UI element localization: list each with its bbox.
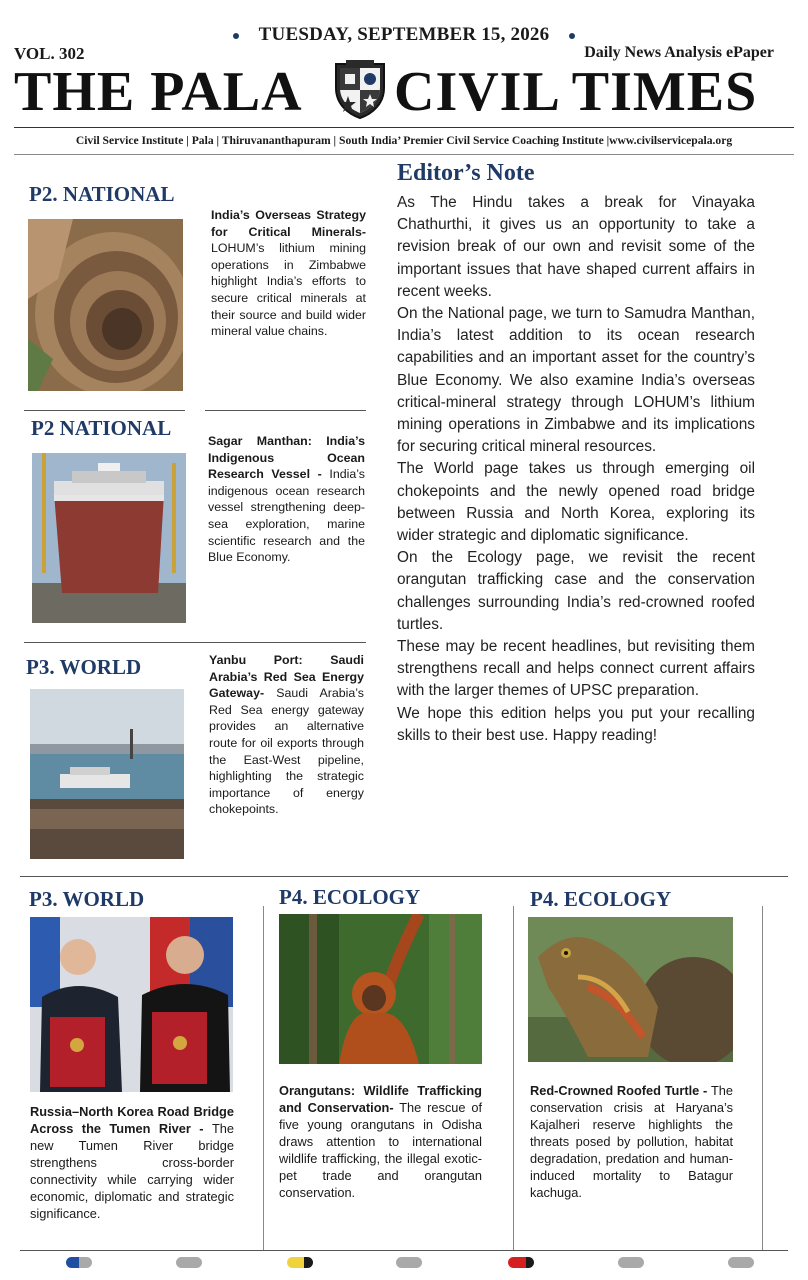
body-samudra: India’s indigenous ocean research vessel strengthening deep-sea exploration, marine scientific research and the Blue Economy.: [208, 467, 365, 565]
masthead-date: [0, 24, 808, 46]
section-head-world-2: P3. WORLD: [29, 887, 145, 911]
article-minerals: [211, 207, 366, 340]
divider: [20, 1250, 788, 1251]
vessel-photo: [32, 453, 186, 623]
article-samudra: [208, 433, 365, 566]
masthead-title-right: CIVIL TIMES: [394, 61, 758, 123]
institute-rule: [14, 154, 794, 155]
edition-label: Daily News Analysis ePaper: [584, 44, 774, 61]
volume-label: VOL. 302: [14, 44, 85, 63]
article-orangutan: [279, 1082, 482, 1201]
page-dot: [618, 1257, 644, 1268]
section-head-ecology-2: P4. ECOLOGY: [530, 887, 672, 911]
page-dot: [66, 1257, 92, 1268]
leaders-photo: [30, 917, 233, 1092]
section-head-world-1: P3. WORLD: [26, 655, 142, 679]
divider: [205, 410, 366, 411]
turtle-photo: [528, 917, 733, 1062]
column-divider: [513, 906, 514, 1250]
editor-note-body: [397, 192, 755, 747]
body-yanbu: Saudi Arabia’s Red Sea energy gateway provides an alternative route for oil exports through the East-West pipeline, highlighting the strategic importance of energy chokepoints.: [209, 686, 364, 817]
crest-icon: [330, 58, 390, 120]
article-russia: [30, 1103, 234, 1222]
section-head-national-2: P2 NATIONAL: [31, 416, 172, 440]
page-dot: [287, 1257, 313, 1268]
date-text: TUESDAY, SEPTEMBER 15, 2026: [258, 24, 550, 45]
editor-note-title: Editor’s Note: [397, 160, 535, 186]
article-yanbu: [209, 652, 364, 818]
editor-paragraph: On the Ecology page, we revisit the recent orangutan trafficking case and the conservation challenges surrounding India’s red-crowned roofed turtles.: [397, 549, 755, 633]
body-turtle: The conservation crisis at Haryana’s Kajalheri reserve highlights the threats posed by pollution, habitat degradation, predation and human-induced mortality to Batagur kachuga.: [530, 1083, 733, 1200]
divider: [24, 642, 366, 643]
article-turtle: [530, 1082, 733, 1201]
section-head-national-1: P2. NATIONAL: [29, 182, 175, 206]
port-photo: [30, 689, 184, 859]
headline-samudra: Sagar Manthan: India’s Indigenous Ocean Research Vessel -: [208, 434, 365, 482]
bullet-dot-icon: [569, 33, 575, 39]
headline-minerals: India’s Overseas Strategy for Critical Minerals-: [211, 208, 366, 239]
page-dot: [396, 1257, 422, 1268]
headline-yanbu: Yanbu Port: Saudi Arabia’s Red Sea Energy Gateway-: [209, 653, 364, 701]
headline-orangutan: Orangutans: Wildlife Trafficking and Conservation-: [279, 1083, 482, 1115]
column-divider: [762, 906, 763, 1250]
editor-paragraph: As The Hindu takes a break for Vinayaka Chathurthi, it gives us an opportunity to take a revision break of our own and revisit some of the important issues that have shaped current affairs in recent weeks.: [397, 194, 755, 300]
institute-line: Civil Service Institute | Pala | Thiruvananthapuram | South India’ Premier Civil Service Coaching Institute |www.civilservicepala.org: [75, 134, 733, 147]
divider: [20, 876, 788, 877]
body-orangutan: The rescue of five young orangutans in Odisha draws attention to international wildlife trafficking, the illegal exotic-pet trade and orangutan conservation.: [279, 1100, 483, 1200]
headline-russia: Russia–North Korea Road Bridge Across the Tumen River -: [30, 1104, 234, 1136]
orangutan-photo: [279, 914, 482, 1064]
page-dot: [508, 1257, 534, 1268]
body-russia: The new Tumen River bridge strengthens cross-border connectivity while carrying wider economic, diplomatic and strategic significance.: [30, 1121, 234, 1221]
divider: [24, 410, 185, 411]
column-divider: [263, 906, 264, 1250]
masthead-title-left: THE PALA: [14, 61, 303, 123]
body-minerals: LOHUM’s lithium mining operations in Zimbabwe highlight India’s efforts to secure critical minerals at their source and build wider mineral value chains.: [211, 241, 366, 339]
headline-turtle: Red-Crowned Roofed Turtle -: [530, 1083, 711, 1098]
editor-paragraph: The World page takes us through emerging oil chokepoints and the newly opened road bridge between Russia and North Korea, exploring its wider strategic and diplomatic significance.: [397, 460, 755, 545]
bullet-dot-icon: [233, 33, 239, 39]
page-dot: [176, 1257, 202, 1268]
page-dot: [728, 1257, 754, 1268]
masthead-rule: [14, 127, 794, 128]
editor-paragraph: On the National page, we turn to Samudra Manthan, India’s latest addition to its ocean research capabilities and an important asset for the country’s Blue Economy. We also examine India’s overseas critical-mineral strategy through LOHUM’s lithium mining operations in Zimbabwe and its implications for securing critical mineral resources.: [397, 305, 755, 456]
section-head-ecology-1: P4. ECOLOGY: [279, 885, 421, 909]
mine-photo: [28, 219, 183, 391]
editor-paragraph: These may be recent headlines, but revisiting them strengthens recall and helps connect current affairs with the larger themes of UPSC preparation.: [397, 638, 755, 700]
editor-paragraph: We hope this edition helps you put your recalling skills to their best use. Happy reading!: [397, 704, 755, 744]
